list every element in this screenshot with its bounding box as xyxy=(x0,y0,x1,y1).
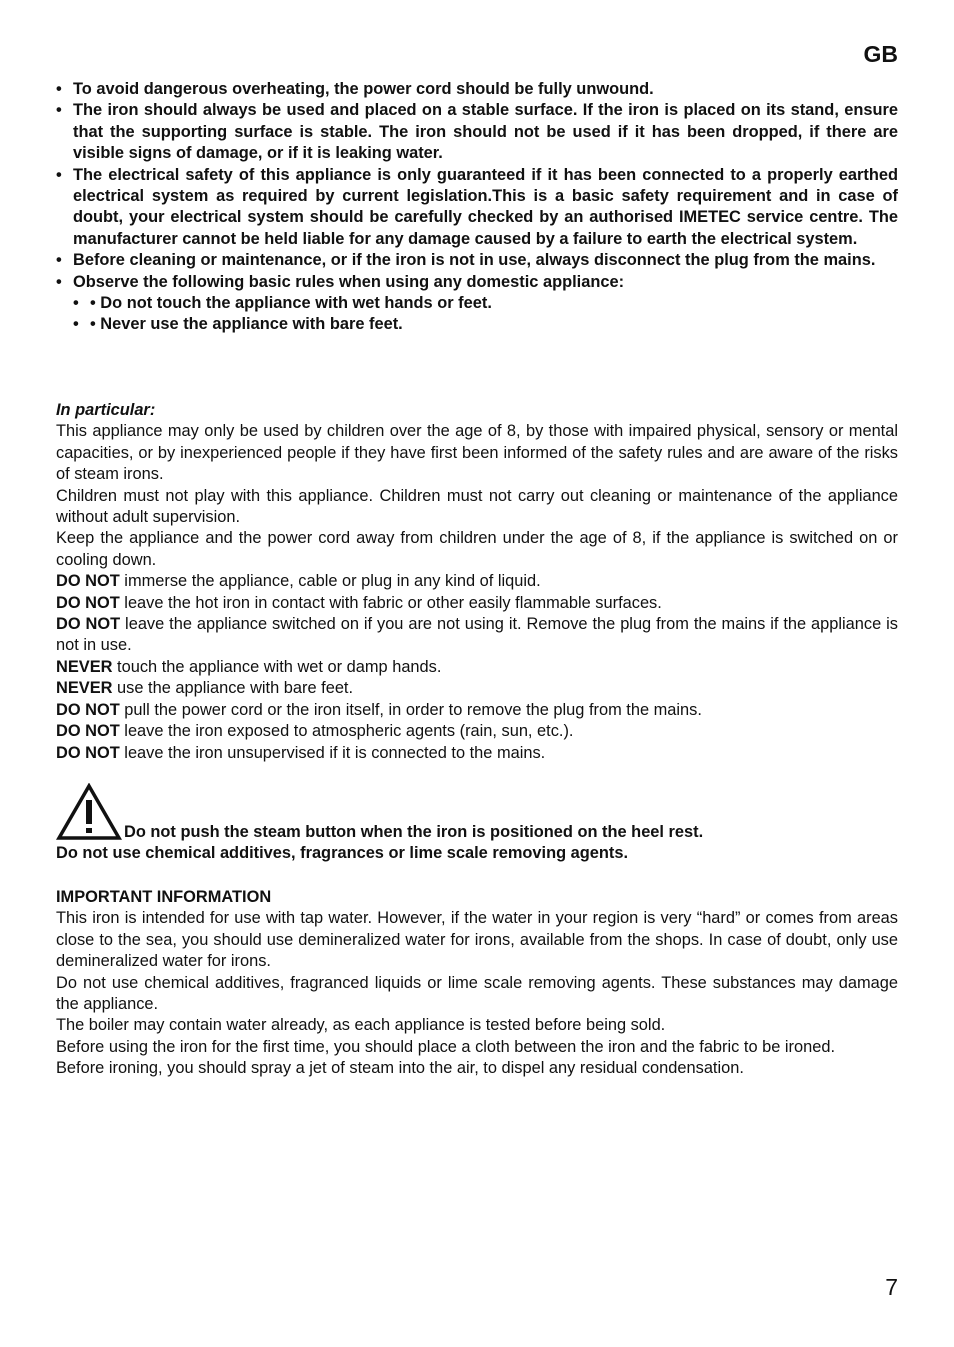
rule-keyword: DO NOT xyxy=(56,572,120,591)
rule-line xyxy=(56,571,898,592)
rule-line xyxy=(56,614,898,657)
language-code: GB xyxy=(863,41,898,67)
list-item: • The iron should always be used and placed on a stable surface. If the iron is placed on its stand, ensure that the supporting surface is stable. The iron should not be used if it has been dropped, if there are visible signs of damage, or if it is leaking water. xyxy=(56,100,898,164)
rule-line xyxy=(56,593,898,614)
paragraph: This iron is intended for use with tap water. However, if the water in your region is very “hard” or comes from areas close to the sea, you should use demineralized water for irons, available from the shops. In case of doubt, only use demineralized water for irons. xyxy=(56,909,898,971)
rule-keyword: DO NOT xyxy=(56,593,120,612)
rule-text: use the appliance with bare feet. xyxy=(112,679,354,698)
important-information-section xyxy=(56,887,898,1080)
list-item: • Before cleaning or maintenance, or if the iron is not in use, always disconnect the plug from the mains. xyxy=(56,250,898,271)
rule-line xyxy=(56,678,898,699)
paragraph: Before using the iron for the first time, you should place a cloth between the iron and the fabric to be ironed. xyxy=(56,1037,836,1056)
section-heading: IMPORTANT INFORMATION xyxy=(56,888,272,906)
rule-keyword: DO NOT xyxy=(56,743,120,762)
rule-keyword: DO NOT xyxy=(56,700,120,719)
warning-text: Do not push the steam button when the iron is positioned on the heel rest. xyxy=(124,822,704,841)
warning-triangle-icon xyxy=(56,783,122,841)
paragraph: Before ironing, you should spray a jet of steam into the air, to dispel any residual condensation. xyxy=(56,1059,744,1078)
rule-text: pull the power cord or the iron itself, in order to remove the plug from the mains. xyxy=(119,700,702,719)
rule-line xyxy=(56,743,898,764)
rule-line xyxy=(56,721,898,742)
paragraph: The boiler may contain water already, as each appliance is tested before being sold. xyxy=(56,1016,666,1035)
warning-block xyxy=(56,783,898,864)
list-item-text: Observe the following basic rules when using any domestic appliance: xyxy=(73,272,625,291)
rule-keyword: NEVER xyxy=(56,657,113,676)
list-item: • To avoid dangerous overheating, the power cord should be fully unwound. xyxy=(56,79,898,100)
paragraph: Do not use chemical additives, fragranced liquids or lime scale removing agents. These substances may damage the appliance. xyxy=(56,973,898,1014)
rule-keyword: DO NOT xyxy=(56,615,121,634)
rule-keyword: NEVER xyxy=(56,679,113,698)
page-number: 7 xyxy=(885,1274,898,1300)
safety-sub-bullet-list xyxy=(73,293,898,336)
list-item xyxy=(56,272,898,336)
rule-text: leave the iron unsupervised if it is connected to the mains. xyxy=(119,743,546,762)
rule-text: leave the iron exposed to atmospheric agents (rain, sun, etc.). xyxy=(119,722,574,741)
warning-text: Do not use chemical additives, fragrances or lime scale removing agents. xyxy=(56,844,629,862)
paragraph: Children must not play with this appliance. Children must not carry out cleaning or maintenance of the appliance without adult supervision. xyxy=(56,486,898,527)
rule-line xyxy=(56,700,898,721)
sub-list-item: • • Do not touch the appliance with wet hands or feet. xyxy=(73,293,898,314)
paragraph: Keep the appliance and the power cord away from children under the age of 8, if the appliance is switched on or cooling down. xyxy=(56,529,898,569)
sub-list-item: • • Never use the appliance with bare feet. xyxy=(73,314,898,335)
rule-line xyxy=(56,657,898,678)
rule-text: leave the hot iron in contact with fabric or other easily flammable surfaces. xyxy=(119,593,662,612)
list-item: • The electrical safety of this appliance is only guaranteed if it has been connected to a properly earthed electrical system as required by current legislation.This is a basic safety requirement and in case of doubt, your electrical system should be carefully checked by an authorised IMETEC service centre. The manufacturer cannot be held liable for any damage caused by a failure to earth the electrical system. xyxy=(56,165,898,251)
rule-text: immerse the appliance, cable or plug in any kind of liquid. xyxy=(119,572,541,591)
rule-text: touch the appliance with wet or damp hands. xyxy=(112,657,442,676)
safety-bullet-list xyxy=(56,79,898,336)
paragraph: This appliance may only be used by children over the age of 8, by those with impaired physical, sensory or mental capacities, or by inexperienced people if they have first been informed of the safety rules and are aware of the risks of steam irons. xyxy=(56,422,898,484)
rule-keyword: DO NOT xyxy=(56,722,120,741)
warning-line xyxy=(56,783,898,843)
rule-text: leave the appliance switched on if you are not using it. Remove the plug from the mains if the appliance is not in use. xyxy=(56,615,898,655)
section-heading: In particular: xyxy=(56,401,156,419)
in-particular-section xyxy=(56,400,898,764)
